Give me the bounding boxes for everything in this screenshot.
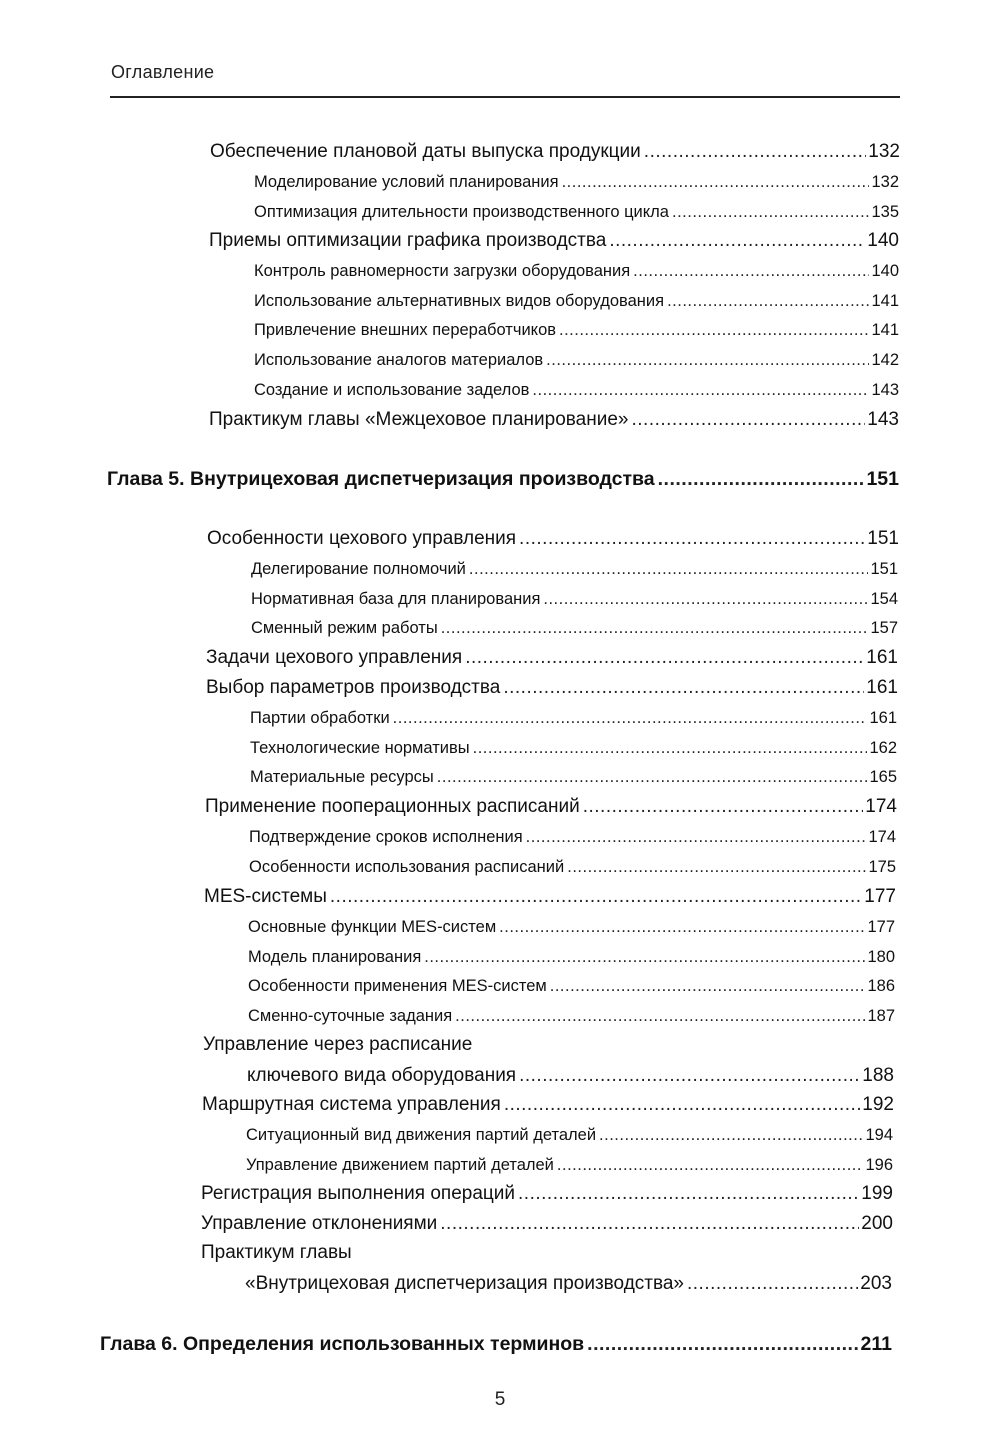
toc-chapter-page: 151	[866, 468, 899, 490]
toc-leader	[609, 230, 865, 252]
toc-leader	[469, 560, 869, 579]
toc-entry-title: Управление движением партий деталей	[246, 1156, 554, 1174]
toc-entry-title: Оптимизация длительности производственного цикла	[254, 203, 669, 221]
toc-entry[interactable]	[250, 739, 897, 758]
toc-entry-title: Партии обработки	[250, 709, 390, 727]
toc-entry[interactable]	[202, 1094, 894, 1116]
toc-entry[interactable]	[250, 768, 897, 787]
toc-leader	[557, 1156, 864, 1175]
toc-leader	[633, 262, 869, 281]
toc-entry[interactable]	[251, 619, 898, 638]
toc-entry-page: 132	[868, 141, 900, 162]
toc-entry[interactable]	[248, 1007, 895, 1026]
toc-leader	[583, 796, 864, 818]
toc-entry-title: Выбор параметров производства	[206, 677, 501, 698]
toc-leader	[658, 468, 865, 491]
toc-entry-first-line: Управление через расписание	[203, 1034, 473, 1055]
toc-entry[interactable]	[207, 528, 899, 550]
toc-leader	[672, 203, 869, 222]
toc-entry-page: 141	[871, 292, 899, 310]
toc-entry-title: Сменно-суточные задания	[248, 1007, 453, 1025]
toc-entry-page: 175	[868, 858, 896, 876]
toc-entry-page: 174	[865, 796, 897, 817]
toc-entry-title: Технологические нормативы	[250, 739, 470, 757]
toc-entry[interactable]	[248, 948, 895, 967]
toc-entry[interactable]	[205, 796, 897, 818]
toc-entry[interactable]	[248, 977, 895, 996]
toc-leader	[562, 173, 870, 192]
toc-entry-page: 132	[871, 173, 899, 191]
toc-leader	[441, 619, 869, 638]
toc-leader	[599, 1126, 863, 1145]
toc-entry[interactable]	[254, 321, 899, 340]
toc-entry-title: Обеспечение плановой даты выпуска продукции	[210, 141, 641, 162]
toc-leader	[546, 351, 869, 370]
toc-entry-title: Использование аналогов материалов	[254, 351, 544, 369]
toc-leader	[465, 647, 864, 669]
toc-entry[interactable]	[254, 203, 899, 222]
toc-entry-page: 203	[860, 1273, 892, 1294]
toc-entry-title: Модель планирования	[248, 948, 422, 966]
toc-entry-page: 177	[864, 886, 896, 907]
toc-entry-page: 196	[865, 1156, 893, 1174]
toc-entry-page: 177	[867, 918, 895, 936]
toc-chapter-5[interactable]	[107, 468, 899, 491]
toc-entry[interactable]	[245, 1273, 892, 1295]
toc-chapter-6[interactable]	[100, 1333, 892, 1356]
toc-entry-page: 143	[867, 409, 899, 430]
toc-leader	[631, 409, 865, 431]
toc-entry[interactable]	[254, 351, 899, 370]
toc-entry[interactable]	[247, 1065, 894, 1087]
toc-leader	[503, 677, 864, 699]
toc-entry[interactable]	[201, 1213, 893, 1235]
toc-entry-page: 194	[865, 1126, 893, 1144]
toc-entry[interactable]	[206, 647, 898, 669]
toc-entry-title: Создание и использование заделов	[254, 381, 530, 399]
toc-leader	[440, 1213, 859, 1235]
toc-leader	[473, 739, 868, 758]
toc-entry-page: 135	[871, 203, 899, 221]
toc-entry[interactable]	[206, 677, 898, 699]
toc-entry-first-line: Практикум главы	[201, 1242, 352, 1263]
toc-entry-page: 142	[871, 351, 899, 369]
toc-entry-page: 141	[871, 321, 899, 339]
page-number: 5	[494, 1389, 506, 1410]
toc-entry-page: 165	[869, 768, 897, 786]
toc-entry[interactable]	[254, 292, 899, 311]
toc-entry-title: Особенности цехового управления	[207, 528, 517, 549]
toc-entry-title: Регистрация выполнения операций	[201, 1183, 516, 1204]
toc-leader	[550, 977, 866, 996]
toc-entry-page: 143	[871, 381, 899, 399]
toc-entry-page: 200	[861, 1213, 893, 1234]
toc-entry[interactable]	[254, 262, 899, 281]
toc-entry[interactable]	[204, 886, 896, 908]
toc-leader	[559, 321, 869, 340]
toc-entry[interactable]	[201, 1183, 893, 1205]
toc-entry-page: 161	[869, 709, 897, 727]
toc-entry-title: Привлечение внешних переработчиков	[254, 321, 557, 339]
toc-entry[interactable]	[248, 918, 895, 937]
toc-entry[interactable]	[251, 560, 898, 579]
toc-entry-title: Контроль равномерности загрузки оборудования	[254, 262, 631, 280]
toc-leader	[455, 1007, 865, 1026]
toc-entry-page: 188	[862, 1065, 894, 1086]
toc-entry-page: 199	[861, 1183, 893, 1204]
toc-leader	[393, 709, 868, 728]
toc-leader	[499, 918, 865, 937]
toc-entry-title: Материальные ресурсы	[250, 768, 434, 786]
toc-entry-page: 140	[871, 262, 899, 280]
toc-entry[interactable]	[249, 858, 896, 877]
toc-leader	[504, 1094, 860, 1116]
toc-leader	[587, 1333, 858, 1356]
toc-entry-title: Ситуационный вид движения партий деталей	[246, 1126, 597, 1144]
toc-entry-title: MES-системы	[204, 886, 327, 907]
toc-leader	[667, 292, 869, 311]
toc-leader	[543, 590, 868, 609]
toc-chapter-page: 211	[860, 1333, 892, 1355]
toc-entry-title: Делегирование полномочий	[251, 560, 466, 578]
toc-entry-page: 162	[869, 739, 897, 757]
toc-leader	[532, 381, 869, 400]
toc-leader	[687, 1273, 858, 1295]
toc-entry[interactable]	[249, 828, 896, 847]
toc-entry-page: 161	[866, 677, 898, 698]
toc-entry-title: Нормативная база для планирования	[251, 590, 541, 608]
toc-entry-title: Использование альтернативных видов оборудования	[254, 292, 665, 310]
toc-entry[interactable]	[254, 173, 899, 192]
toc-entry-title: Приемы оптимизации графика производства	[209, 230, 607, 251]
toc-entry-title: Особенности применения MES-систем	[248, 977, 547, 995]
toc-leader	[519, 1065, 860, 1087]
toc-entry-title: Задачи цехового управления	[206, 647, 463, 668]
toc-entry-title: Моделирование условий планирования	[254, 173, 559, 191]
toc-entry-title: Особенности использования расписаний	[249, 858, 565, 876]
toc-entry-title: Применение пооперационных расписаний	[205, 796, 580, 817]
toc-leader	[518, 1183, 859, 1205]
toc-entry[interactable]	[209, 230, 899, 252]
toc-entry-title: ключевого вида оборудования	[247, 1065, 517, 1086]
toc-entry-page: 174	[868, 828, 896, 846]
toc-entry-title: Практикум главы «Межцеховое планирование»	[209, 409, 629, 430]
toc-leader	[567, 858, 866, 877]
toc-leader	[526, 828, 867, 847]
toc-entry[interactable]	[210, 141, 900, 163]
toc-entry-title: Подтверждение сроков исполнения	[249, 828, 523, 846]
toc-entry-page: 151	[870, 560, 898, 578]
toc-chapter-title: Глава 6. Определения использованных терминов	[100, 1333, 585, 1355]
toc-entry-page: 157	[870, 619, 898, 637]
toc-leader	[519, 528, 865, 550]
toc-entry-page: 140	[867, 230, 899, 251]
toc-chapter-title: Глава 5. Внутрицеховая диспетчеризация производства	[107, 468, 655, 490]
toc-leader	[644, 141, 867, 163]
toc-entry-page: 192	[862, 1094, 894, 1115]
toc-entry-title: Сменный режим работы	[251, 619, 438, 637]
toc-entry-title: «Внутрицеховая диспетчеризация производства»	[245, 1273, 684, 1294]
toc-entry-page: 180	[867, 948, 895, 966]
toc-entry[interactable]	[209, 409, 899, 431]
toc-entry-page: 186	[867, 977, 895, 995]
toc-entry[interactable]	[246, 1126, 893, 1145]
toc-entry-title: Управление отклонениями	[201, 1213, 438, 1234]
toc-entry[interactable]	[251, 590, 898, 609]
toc-entry-page: 187	[867, 1007, 895, 1025]
toc-entry-title: Маршрутная система управления	[202, 1094, 501, 1115]
toc-entry-page: 151	[867, 528, 899, 549]
toc-entry-title: Основные функции MES-систем	[248, 918, 497, 936]
toc-entry-page: 161	[866, 647, 898, 668]
running-header: Оглавление	[111, 62, 215, 82]
toc-leader	[437, 768, 868, 787]
toc-entry[interactable]	[246, 1156, 893, 1175]
toc-leader	[424, 948, 865, 967]
toc-entry[interactable]	[254, 381, 899, 400]
toc-entry[interactable]	[250, 709, 897, 728]
toc-entry-page: 154	[870, 590, 898, 608]
toc-leader	[330, 886, 862, 908]
